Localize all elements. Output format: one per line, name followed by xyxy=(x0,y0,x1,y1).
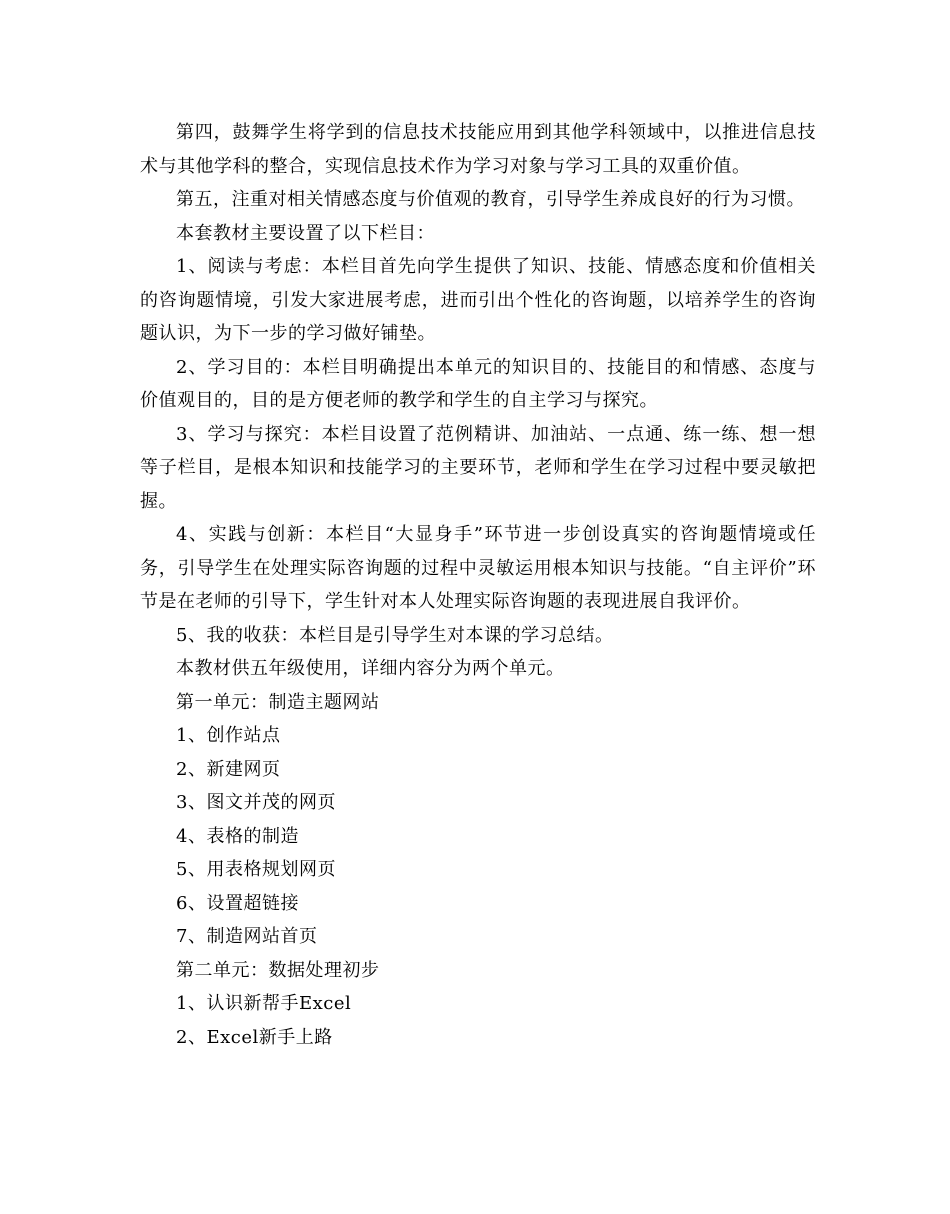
paragraph-textbook-scope: 本教材供五年级使用，详细内容分为两个单元。 xyxy=(176,658,565,679)
unit-2-lesson: 2、Excel新手上路 xyxy=(176,1026,333,1048)
document-body xyxy=(140,116,816,1054)
unit-1-lesson: 4、表格的制造 xyxy=(176,825,299,847)
unit-1-heading: 第一单元：制造主题网站 xyxy=(176,691,380,713)
unit-2-heading: 第二单元：数据处理初步 xyxy=(176,959,380,981)
unit-1-lesson: 5、用表格规划网页 xyxy=(176,859,336,880)
paragraph-sections-intro: 本套教材主要设置了以下栏目： xyxy=(176,222,435,244)
paragraph-section-harvest: 5、我的收获：本栏目是引导学生对本课的学习总结。 xyxy=(176,624,614,646)
unit-2-lesson: 1、认识新帮手Excel xyxy=(176,993,352,1014)
unit-1-lesson: 6、设置超链接 xyxy=(176,892,299,914)
paragraph-section-goals: 2、学习目的：本栏目明确提出本单元的知识目的、技能目的和情感、态度与价值观目的，目的是方便老师的教学和学生的自主学习与探究。 xyxy=(140,356,816,411)
unit-1-lesson: 7、制造网站首页 xyxy=(176,926,318,947)
paragraph-4th-point: 第四，鼓舞学生将学到的信息技术技能应用到其他学科领域中，以推进信息技术与其他学科的整合，实现信息技术作为学习对象与学习工具的双重价值。 xyxy=(140,122,816,177)
unit-1-lesson: 1、创作站点 xyxy=(176,725,281,746)
paragraph-section-explore: 3、学习与探究：本栏目设置了范例精讲、加油站、一点通、练一练、想一想等子栏目，是根本知识和技能学习的主要环节，老师和学生在学习过程中要灵敏把握。 xyxy=(140,423,816,512)
unit-1-lesson: 2、新建网页 xyxy=(176,758,281,780)
paragraph-5th-point: 第五，注重对相关情感态度与价值观的教育，引导学生养成良好的行为习惯。 xyxy=(176,189,805,210)
unit-1-lesson: 3、图文并茂的网页 xyxy=(176,792,336,813)
paragraph-section-practice: 4、实践与创新：本栏目“大显身手”环节进一步创设真实的咨询题情境或任务，引导学生在处理实际咨询题的过程中灵敏运用根本知识与技能。“自主评价”环节是在老师的引导下，学生针对本人处理实际咨询题的表现进展自我评价。 xyxy=(140,524,816,612)
paragraph-section-reading: 1、阅读与考虑：本栏目首先向学生提供了知识、技能、情感态度和价值相关的咨询题情境，引发大家进展考虑，进而引出个性化的咨询题，以培养学生的咨询题认识，为下一步的学习做好铺垫。 xyxy=(140,256,816,344)
